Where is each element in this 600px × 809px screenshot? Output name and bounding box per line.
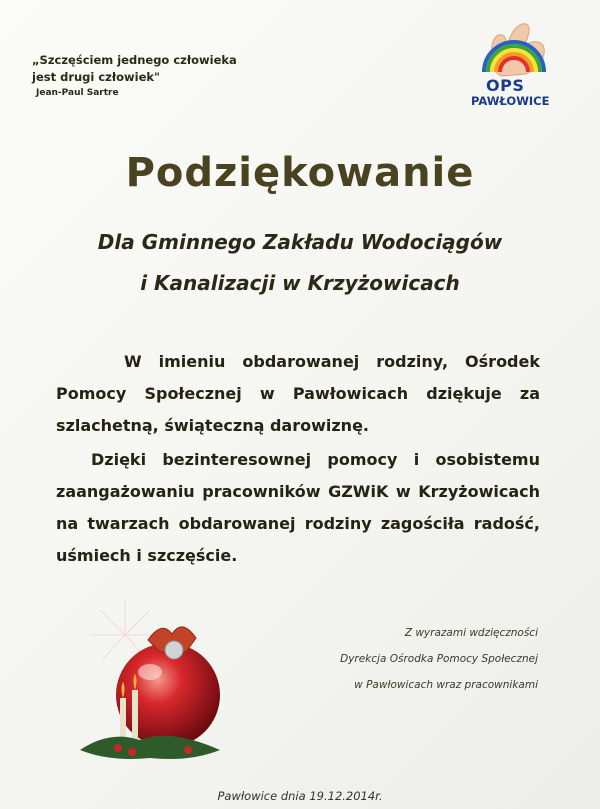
signature-block	[340, 620, 538, 698]
quote-author: Jean-Paul Sartre	[36, 88, 119, 98]
quote-line-1: „Szczęściem jednego człowieka	[32, 53, 237, 67]
body-paragraph-1: W imieniu obdarowanej rodziny, Ośrodek Pomocy Społecznej w Pawłowicach dziękuje za szlachetną, świąteczną darowiznę.	[56, 352, 540, 435]
body-paragraph-2: Dzięki bezinteresownej pomocy i osobistemu zaangażowaniu pracowników GZWiK w Krzyżowicach na twarzach obdarowanej rodziny zagościła radość, uśmiech i szczęście.	[56, 450, 540, 565]
recipient-line-2: i Kanalizacji w Krzyżowicach	[140, 271, 460, 295]
signature-line-2: Dyrekcja Ośrodka Pomocy Społecznej	[340, 653, 538, 665]
place-and-date: Pawłowice dnia 19.12.2014r.	[217, 789, 383, 803]
letter-body	[56, 346, 540, 572]
logo-text-pawlowice: PAWŁOWICE	[471, 94, 550, 108]
signature-line-3: w Pawłowicach wraz pracownikami	[354, 679, 538, 691]
signature-line-1: Z wyrazami wdzięczności	[404, 627, 538, 639]
recipient-line-1: Dla Gminnego Zakładu Wodociągów	[97, 230, 503, 254]
quote-block	[32, 52, 292, 98]
logo-text-ops: OPS	[486, 76, 525, 95]
quote-line-2: jest drugi człowiek"	[32, 70, 161, 84]
document-title: Podziękowanie	[125, 150, 475, 196]
christmas-bauble-ornament-icon	[70, 590, 230, 765]
